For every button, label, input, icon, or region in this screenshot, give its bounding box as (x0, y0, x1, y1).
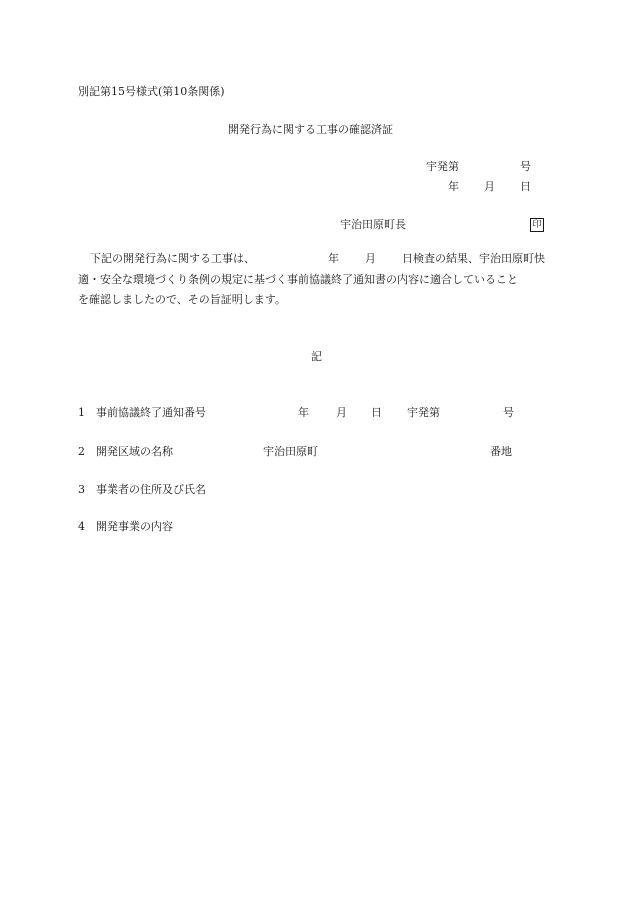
doc-date-month: 月 (484, 180, 495, 193)
issuer-name: 宇治田原町長 (340, 218, 406, 231)
item-3-number: 3 (78, 483, 85, 496)
body-line2: 適・安全な環境づくり条例の規定に基づく事前協議終了通知書の内容に適合していること (78, 273, 518, 286)
seal-box: 印 (530, 218, 544, 232)
body-line3: を確認しましたので、その旨証明します。 (78, 293, 286, 306)
item-4-number: 4 (78, 520, 85, 533)
item-2-label: 開発区域の名称 (96, 445, 173, 458)
ki-heading: 記 (311, 350, 322, 363)
item-1-day: 日 (371, 406, 382, 419)
doc-date-year: 年 (448, 180, 459, 193)
item-2-lot: 番地 (490, 445, 512, 458)
item-1-prefix: 宇発第 (407, 406, 440, 419)
form-label: 別記第15号様式(第10条関係) (78, 85, 225, 98)
document-title: 開発行為に関する工事の確認済証 (228, 123, 393, 136)
doc-number-suffix: 号 (520, 160, 531, 173)
body-line1-a: 下記の開発行為に関する工事は、 (90, 252, 255, 265)
seal-mark (530, 218, 544, 232)
item-1-year: 年 (298, 406, 309, 419)
item-2-town: 宇治田原町 (263, 445, 318, 458)
body-line1-year: 年 (328, 252, 339, 265)
item-4-label: 開発事業の内容 (96, 520, 173, 533)
item-2-number: 2 (78, 445, 85, 458)
item-3-label: 事業者の住所及び氏名 (96, 483, 206, 496)
body-line1-month: 月 (365, 252, 376, 265)
item-1-label: 事前協議終了通知番号 (96, 406, 206, 419)
body-line1-b: 日検査の結果、宇治田原町快 (402, 252, 545, 265)
item-1-month: 月 (336, 406, 347, 419)
doc-number-prefix: 宇発第 (426, 160, 459, 173)
doc-date-day: 日 (520, 180, 531, 193)
item-1-number: 1 (78, 406, 85, 419)
item-1-suffix: 号 (503, 406, 514, 419)
